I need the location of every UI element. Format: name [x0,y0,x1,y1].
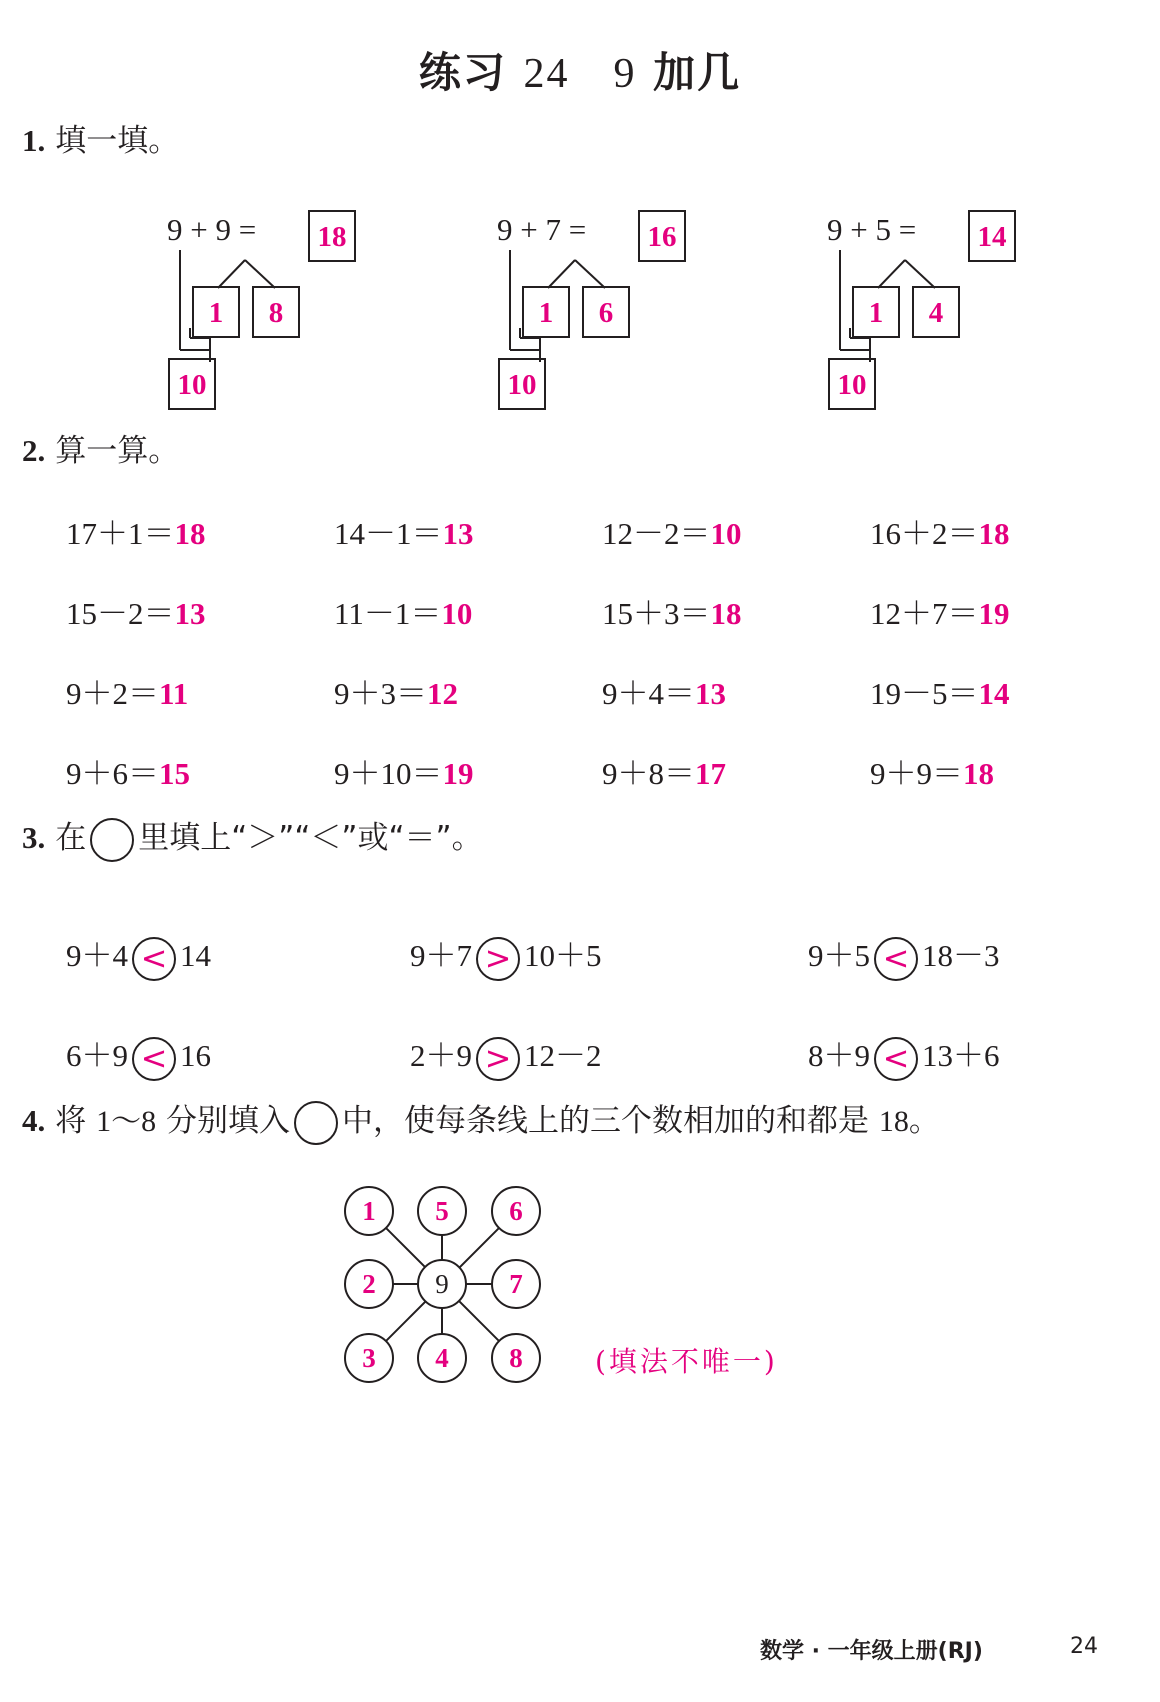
puzzle-node-top-left: 1 [344,1186,394,1236]
split-box-1: 1 [192,286,240,338]
split-box-2: 4 [912,286,960,338]
compare-item: 9＋7 > 10＋5 [410,930,602,981]
equation: 9 + 5 = [827,212,917,247]
section-1-heading: 1. 填一填。 [22,123,180,159]
section-2-heading: 2. 算一算。 [22,433,180,469]
footer-subject: 数学 · 一年级上册(RJ) [760,1639,983,1664]
answer-note: (填法不唯一) [595,1345,778,1378]
compare-circle: < [874,1037,918,1081]
result-box: 18 [308,210,356,262]
compare-circle: > [476,1037,520,1081]
puzzle-node-bottom-middle: 4 [417,1333,467,1383]
puzzle-node-bottom-left: 3 [344,1333,394,1383]
compare-circle: < [132,1037,176,1081]
puzzle-node-middle-left: 2 [344,1259,394,1309]
result-box: 14 [968,210,1016,262]
make-ten-diagram [827,200,1030,420]
section-3-heading: 3. 在 里填上“＞”“＜”或“＝”。 [22,812,483,862]
calc-item: 12－2＝10 [602,516,742,551]
puzzle-node-bottom-right: 8 [491,1333,541,1383]
compare-item: 9＋5 < 18－3 [808,930,1000,981]
calc-item: 9＋3＝12 [334,676,458,711]
calc-item: 19－5＝14 [870,676,1010,711]
compare-circle: > [476,937,520,981]
make-ten-diagram [167,200,370,420]
split-box-1: 1 [522,286,570,338]
blank-circle-icon [90,818,134,862]
compare-item: 9＋4 < 14 [66,930,211,981]
calc-item: 9＋8＝17 [602,756,726,791]
ten-box: 10 [498,358,546,410]
calc-item: 15－2＝13 [66,596,206,631]
puzzle-node-top-right: 6 [491,1186,541,1236]
compare-circle: < [874,937,918,981]
calc-item: 9＋2＝11 [66,676,189,711]
blank-circle-icon [294,1101,338,1145]
ten-box: 10 [168,358,216,410]
calc-item: 11－1＝10 [334,596,473,631]
puzzle-node-middle-right: 7 [491,1259,541,1309]
make-ten-diagram [497,200,700,420]
compare-item: 8＋9 < 13＋6 [808,1030,1000,1081]
compare-item: 2＋9 > 12－2 [410,1030,602,1081]
calc-item: 14－1＝13 [334,516,474,551]
calc-item: 12＋7＝19 [870,596,1010,631]
equation: 9 + 7 = [497,212,587,247]
calc-item: 9＋6＝15 [66,756,190,791]
page-number: 24 [1070,1634,1098,1659]
result-box: 16 [638,210,686,262]
calc-item: 9＋9＝18 [870,756,994,791]
calc-item: 16＋2＝18 [870,516,1010,551]
calc-item: 9＋4＝13 [602,676,726,711]
section-4-heading: 4. 将 1～8 分别填入 中，使每条线上的三个数相加的和都是 18。 [22,1095,940,1145]
compare-item: 6＋9 < 16 [66,1030,211,1081]
split-box-2: 6 [582,286,630,338]
calc-item: 15＋3＝18 [602,596,742,631]
calc-item: 9＋10＝19 [334,756,474,791]
puzzle-node-top-middle: 5 [417,1186,467,1236]
calc-item: 17＋1＝18 [66,516,206,551]
split-box-1: 1 [852,286,900,338]
split-box-2: 8 [252,286,300,338]
ten-box: 10 [828,358,876,410]
number-puzzle [340,1180,560,1390]
equation: 9 + 9 = [167,212,257,247]
compare-circle: < [132,937,176,981]
puzzle-node-center: 9 [417,1259,467,1309]
page-title: 练习 24 9 加几 [418,48,742,97]
